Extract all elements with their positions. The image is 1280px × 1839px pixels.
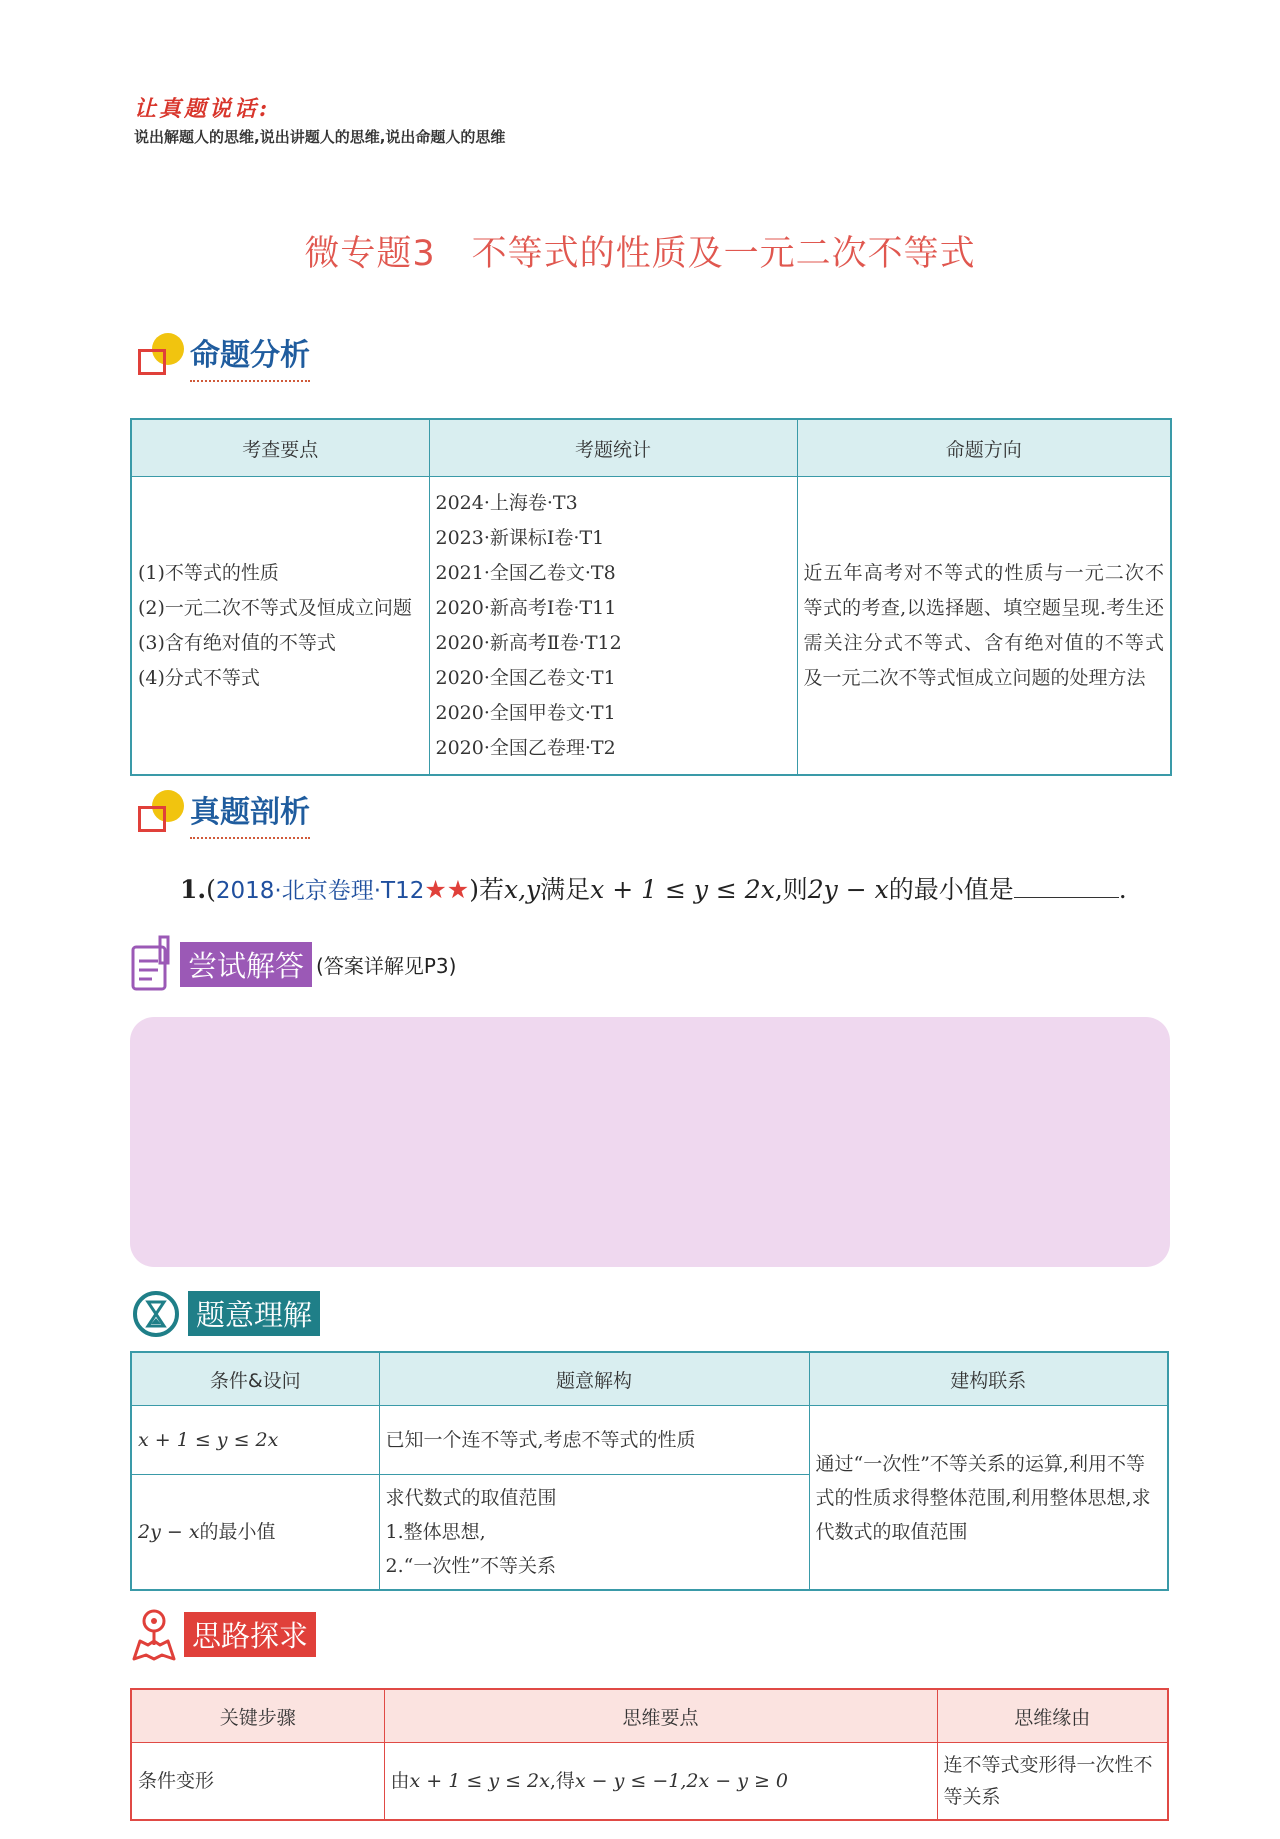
hourglass-icon — [130, 1287, 182, 1339]
section-understand-title: 题意理解 — [188, 1291, 320, 1336]
problem-condition: x + 1 ≤ y ≤ 2x — [590, 875, 775, 904]
slogan-subtitle: 说出解题人的思维,说出讲题人的思维,说出命题人的思维 — [134, 128, 506, 146]
problem-expression: 2y − x — [807, 875, 889, 904]
step-cell: 条件变形 — [131, 1743, 384, 1821]
stat-item: 2020·全国乙卷文·T1 — [435, 666, 616, 689]
table-header: 思维缘由 — [937, 1689, 1168, 1743]
table-header: 考题统计 — [429, 419, 797, 477]
difficulty-stars: ★★ — [424, 875, 470, 904]
stat-item: 2020·全国甲卷文·T1 — [435, 701, 616, 724]
table-header: 关键步骤 — [131, 1689, 384, 1743]
stat-item: 2020·新高考Ⅰ卷·T11 — [435, 596, 617, 619]
parse-cell: 求代数式的取值范围 1.整体思想, 2.“一次性”不等关系 — [379, 1475, 809, 1591]
section-analysis-title: 命题分析 — [190, 330, 310, 382]
section-explore-title: 思路探求 — [184, 1612, 316, 1657]
answer-blank[interactable] — [1014, 877, 1119, 898]
table-header-row — [131, 419, 1171, 477]
analysis-points-cell — [131, 477, 429, 776]
problem-source: 2018·北京卷理·T12 — [215, 878, 425, 904]
table-header: 思维要点 — [384, 1689, 937, 1743]
direction-text: 近五年高考对不等式的性质与一元二次不等式的考查,以选择题、填空题呈现.考生还需关注分式不等式、含有绝对值的不等式及一元二次不等式恒成立问题的处理方法 — [803, 561, 1164, 689]
try-answer-heading — [130, 935, 456, 993]
clipboard-pencil-icon — [130, 935, 174, 993]
point-item: (2)一元二次不等式及恒成立问题 — [138, 596, 412, 619]
section-real-title: 真题剖析 — [190, 787, 310, 839]
section-real-heading — [138, 787, 310, 839]
table-header: 建构联系 — [809, 1352, 1168, 1406]
section-analysis-heading — [138, 330, 310, 382]
table-header: 命题方向 — [797, 419, 1171, 477]
point-item: (4)分式不等式 — [138, 666, 260, 689]
table-header-row — [131, 1689, 1168, 1743]
section-marker-icon — [138, 790, 184, 836]
stat-item: 2020·全国乙卷理·T2 — [435, 736, 616, 759]
table-header: 考查要点 — [131, 419, 429, 477]
stat-item: 2020·新高考Ⅱ卷·T12 — [435, 631, 622, 654]
point-item: (1)不等式的性质 — [138, 561, 279, 584]
condition-cell: 2y − x的最小值 — [131, 1475, 379, 1591]
answer-reference-note: (答案详解见P3) — [316, 953, 457, 978]
table-row — [131, 477, 1171, 776]
table-header: 题意解构 — [379, 1352, 809, 1406]
table-header: 条件&设问 — [131, 1352, 379, 1406]
explore-table — [130, 1688, 1169, 1821]
section-understand-heading — [130, 1287, 320, 1339]
table-row — [131, 1743, 1168, 1821]
answer-writing-area[interactable] — [130, 1017, 1170, 1267]
analysis-stats-cell — [429, 477, 797, 776]
understand-table — [130, 1351, 1169, 1591]
section-explore-heading — [130, 1605, 316, 1663]
point-cell: 由x + 1 ≤ y ≤ 2x,得x − y ≤ −1,2x − y ≥ 0 — [384, 1743, 937, 1821]
try-answer-label: 尝试解答 — [180, 942, 312, 987]
analysis-direction-cell — [797, 477, 1171, 776]
stat-item: 2021·全国乙卷文·T8 — [435, 561, 616, 584]
point-item: (3)含有绝对值的不等式 — [138, 631, 336, 654]
link-cell: 通过“一次性”不等关系的运算,利用不等式的性质求得整体范围,利用整体思想,求代数式的取值范围 — [815, 1452, 1151, 1543]
table-row — [131, 1406, 1168, 1475]
condition-cell: x + 1 ≤ y ≤ 2x — [131, 1406, 379, 1475]
table-header-row — [131, 1352, 1168, 1406]
map-pin-icon — [130, 1605, 178, 1663]
problem-number: 1. — [180, 875, 207, 904]
parse-cell: 已知一个连不等式,考虑不等式的性质 — [379, 1406, 809, 1475]
problem-statement: 1.(2018·北京卷理·T12★★)若x,y满足x + 1 ≤ y ≤ 2x,则2y − x的最小值是 . — [180, 875, 1127, 904]
section-marker-icon — [138, 333, 184, 379]
stat-item: 2023·新课标Ⅰ卷·T1 — [435, 526, 605, 549]
stat-item: 2024·上海卷·T3 — [435, 491, 578, 514]
slogan-title: 让真题说话: — [134, 96, 271, 122]
analysis-table — [130, 418, 1172, 776]
reason-cell: 连不等式变形得一次性不等关系 — [943, 1754, 1153, 1808]
page-title: 微专题3 不等式的性质及一元二次不等式 — [304, 234, 976, 274]
